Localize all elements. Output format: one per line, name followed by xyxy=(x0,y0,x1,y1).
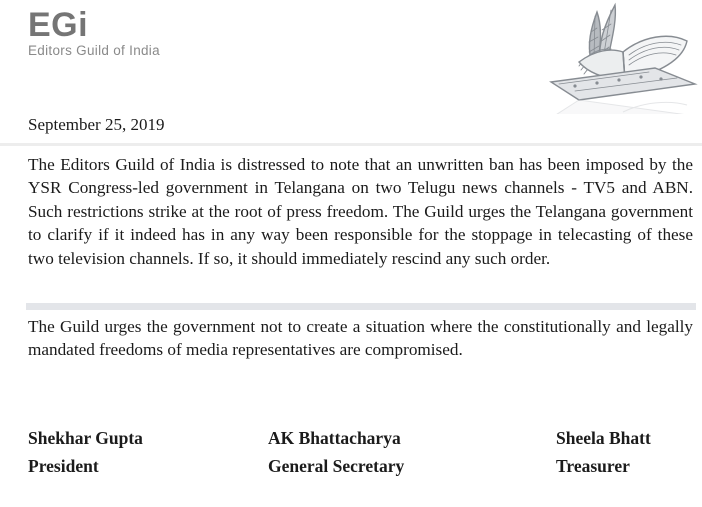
signatory-title: Treasurer xyxy=(556,456,630,476)
signatory-name: Shekhar Gupta xyxy=(28,428,143,448)
letter-paragraph-1: The Editors Guild of India is distressed to note that an unwritten ban has been imposed by the YSR Congress-led government in Telangana on two Telugu news channels - TV5 and ABN. Such restrictions strike at the root of press freedom. The Guild urges the Telangana government to clarify if it indeed has in any way been responsible for the stoppage in telecasting of these two television channels. If so, it should immediately rescind any such order. xyxy=(28,155,693,268)
signatory-name: Sheela Bhatt xyxy=(556,428,651,448)
signatory-general-secretary xyxy=(268,424,404,480)
signatory-name: AK Bhattacharya xyxy=(268,428,401,448)
signatory-title: President xyxy=(28,456,99,476)
signatory-president xyxy=(28,424,143,480)
divider-middle xyxy=(26,303,696,310)
egi-logo xyxy=(28,8,248,76)
divider-top xyxy=(0,143,702,146)
egi-logo-acronym: EGi xyxy=(28,6,89,44)
letter-paragraph-2: The Guild urges the government not to create a situation where the constitutionally and legally mandated freedoms of media representatives are compromised. xyxy=(28,317,693,360)
signatory-treasurer xyxy=(556,424,651,480)
signatory-title: General Secretary xyxy=(268,456,405,476)
egi-logo-name: Editors Guild of India xyxy=(28,43,160,58)
book-quill-illustration-icon xyxy=(545,2,702,114)
egi-logo-reflection xyxy=(28,58,248,76)
letter-date: September 25, 2019 xyxy=(28,115,165,134)
